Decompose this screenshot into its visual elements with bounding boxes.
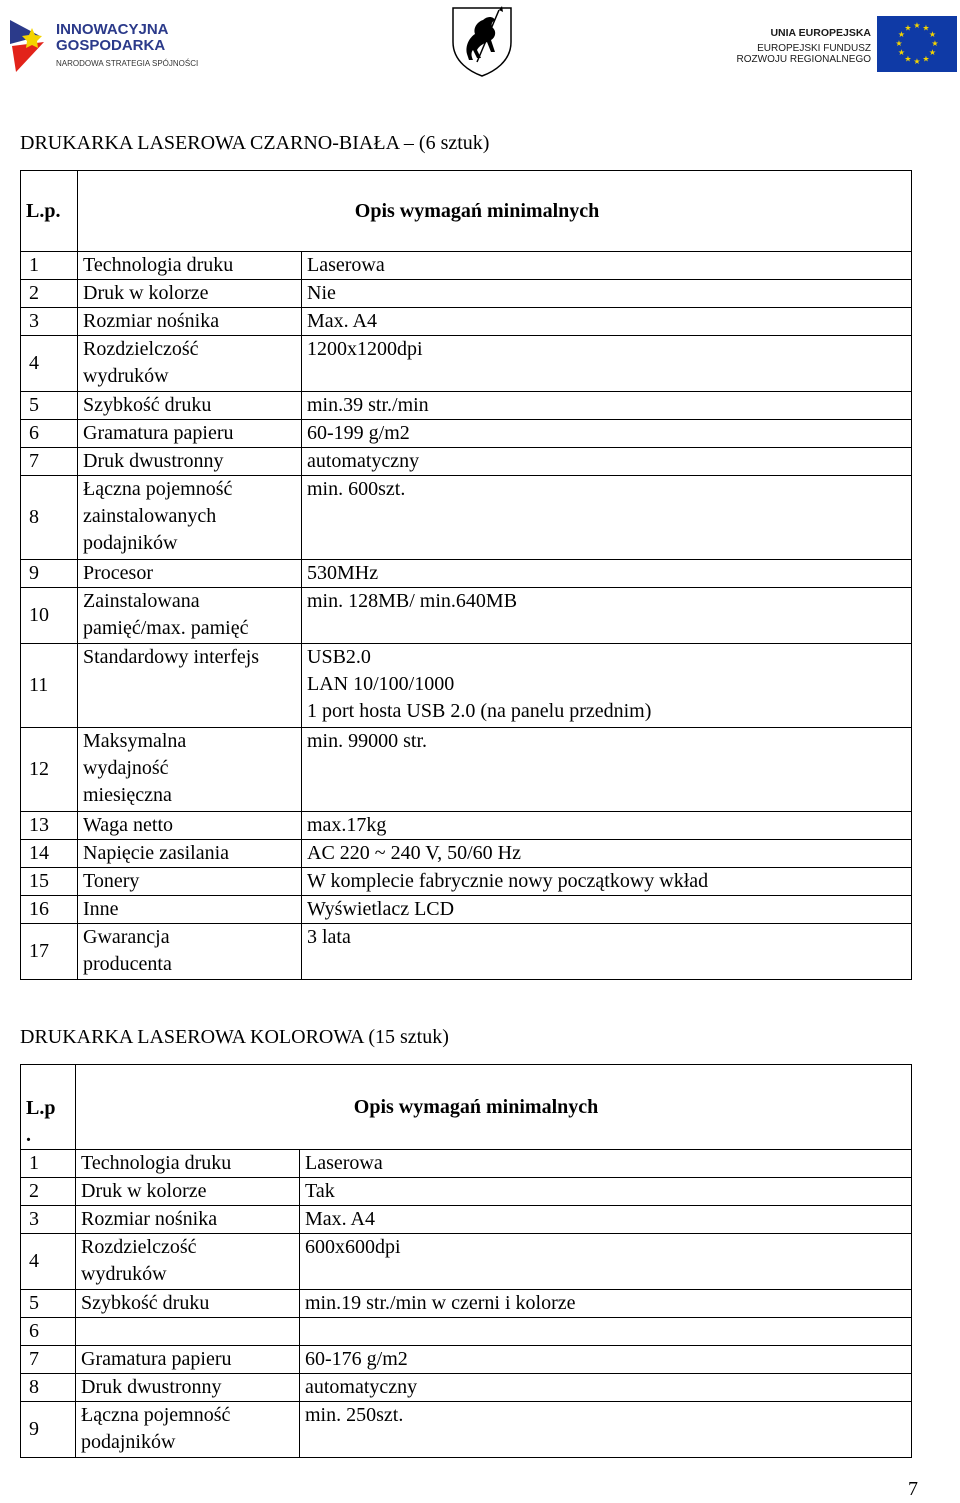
table-row: [21, 1346, 912, 1374]
row-value: 60-176 g/m2: [300, 1346, 912, 1374]
row-value: min. 600szt.: [302, 476, 912, 560]
row-parameter: Szybkość druku: [76, 1290, 300, 1318]
row-parameter: [76, 1318, 300, 1346]
table-row: [21, 280, 912, 308]
row-number: 7: [21, 1346, 76, 1374]
column-header-opis: Opis wymagań minimalnych: [76, 1065, 912, 1150]
row-number: 13: [21, 812, 78, 840]
row-value: Max. A4: [300, 1206, 912, 1234]
svg-text:★: ★: [928, 30, 937, 39]
row-parameter: Technologia druku: [76, 1150, 300, 1178]
table-row: [21, 812, 912, 840]
row-number: 3: [21, 1206, 76, 1234]
row-parameter: Szybkość druku: [78, 392, 302, 420]
row-value: 600x600dpi: [300, 1234, 912, 1290]
section-title-color-printer: DRUKARKA LASEROWA KOLOROWA (15 sztuk): [20, 1026, 449, 1048]
row-value: min.39 str./min: [302, 392, 912, 420]
row-number: 4: [21, 1234, 76, 1290]
table-row: [21, 1178, 912, 1206]
table-row: [21, 1290, 912, 1318]
section-title-bw-printer: DRUKARKA LASEROWA CZARNO-BIAŁA – (6 sztuk): [20, 132, 490, 154]
row-value: 60-199 g/m2: [302, 420, 912, 448]
table-row: [21, 1234, 912, 1290]
page-number: 7: [908, 1478, 918, 1500]
table-row: [21, 840, 912, 868]
row-number: 11: [21, 644, 78, 728]
table-row: [21, 1318, 912, 1346]
row-parameter: Gramatura papieru: [76, 1346, 300, 1374]
row-parameter: Maksymalna wydajność miesięczna: [78, 728, 302, 812]
row-number: 9: [21, 1402, 76, 1458]
row-number: 1: [21, 252, 78, 280]
row-parameter: Rozdzielczość wydruków: [76, 1234, 300, 1290]
table-row: [21, 308, 912, 336]
svg-text:★: ★: [928, 48, 937, 57]
svg-text:★: ★: [931, 39, 939, 48]
table-row: [21, 448, 912, 476]
logo-right-line2: EUROPEJSKI FUNDUSZ: [757, 43, 871, 54]
row-parameter: Zainstalowana pamięć/max. pamięć: [78, 588, 302, 644]
row-value: min. 99000 str.: [302, 728, 912, 812]
svg-text:★: ★: [922, 54, 930, 64]
table-header-row: [21, 171, 912, 252]
row-number: 10: [21, 588, 78, 644]
svg-text:★: ★: [904, 54, 912, 64]
row-value: Laserowa: [300, 1150, 912, 1178]
row-number: 17: [21, 924, 78, 980]
column-header-lp: L.p .: [21, 1065, 76, 1150]
svg-text:★: ★: [895, 39, 903, 48]
table-row: [21, 1150, 912, 1178]
eu-flag-icon: [877, 16, 957, 72]
row-parameter: Łączna pojemność podajników: [76, 1402, 300, 1458]
row-parameter: Inne: [78, 896, 302, 924]
row-parameter: Waga netto: [78, 812, 302, 840]
row-number: 14: [21, 840, 78, 868]
logo-left-line2: GOSPODARKA: [56, 37, 166, 54]
row-parameter: Druk w kolorze: [78, 280, 302, 308]
table-row: [21, 924, 912, 980]
row-number: 9: [21, 560, 78, 588]
page-header: [0, 0, 960, 95]
row-number: 1: [21, 1150, 76, 1178]
row-value: max.17kg: [302, 812, 912, 840]
row-number: 5: [21, 392, 78, 420]
row-number: 6: [21, 1318, 76, 1346]
row-parameter: Gramatura papieru: [78, 420, 302, 448]
spec-table-bw-printer: [20, 170, 912, 980]
eu-erdf-logo: [736, 16, 957, 72]
row-value: 1200x1200dpi: [302, 336, 912, 392]
table-row: [21, 1374, 912, 1402]
table-row: [21, 1402, 912, 1458]
row-parameter: Rozmiar nośnika: [78, 308, 302, 336]
row-value: [300, 1318, 912, 1346]
row-value: Max. A4: [302, 308, 912, 336]
row-value: Wyświetlacz LCD: [302, 896, 912, 924]
row-parameter: Gwarancja producenta: [78, 924, 302, 980]
svg-text:★: ★: [913, 21, 921, 30]
table-row: [21, 588, 912, 644]
logo-right-line1: UNIA EUROPEJSKA: [770, 27, 871, 39]
row-number: 15: [21, 868, 78, 896]
row-number: 8: [21, 1374, 76, 1402]
logo-right-line3: ROZWOJU REGIONALNEGO: [736, 54, 871, 65]
table-row: [21, 560, 912, 588]
table-row: [21, 1206, 912, 1234]
table-row: [21, 252, 912, 280]
row-parameter: Rozdzielczość wydruków: [78, 336, 302, 392]
column-header-opis: Opis wymagań minimalnych: [78, 171, 912, 252]
row-value: automatyczny: [302, 448, 912, 476]
svg-text:★: ★: [913, 57, 921, 66]
table-row: [21, 896, 912, 924]
table-row: [21, 420, 912, 448]
row-parameter: Druk dwustronny: [76, 1374, 300, 1402]
row-value: automatyczny: [300, 1374, 912, 1402]
row-number: 2: [21, 1178, 76, 1206]
row-parameter: Technologia druku: [78, 252, 302, 280]
row-value: 3 lata: [302, 924, 912, 980]
row-value: Laserowa: [302, 252, 912, 280]
row-parameter: Standardowy interfejs: [78, 644, 302, 728]
column-header-lp: L.p.: [21, 171, 78, 252]
row-parameter: Napięcie zasilania: [78, 840, 302, 868]
row-parameter: Łączna pojemność zainstalowanych podajników: [78, 476, 302, 560]
row-value: Tak: [300, 1178, 912, 1206]
svg-text:★: ★: [904, 23, 912, 33]
row-number: 7: [21, 448, 78, 476]
row-number: 3: [21, 308, 78, 336]
row-number: 8: [21, 476, 78, 560]
row-parameter: Tonery: [78, 868, 302, 896]
table-row: [21, 336, 912, 392]
row-value: W komplecie fabrycznie nowy początkowy wkład: [302, 868, 912, 896]
row-value: 530MHz: [302, 560, 912, 588]
svg-text:★: ★: [897, 30, 906, 39]
row-parameter: Procesor: [78, 560, 302, 588]
svg-text:★: ★: [922, 23, 930, 33]
row-value: min. 250szt.: [300, 1402, 912, 1458]
star-swoosh-icon: [6, 14, 52, 78]
spec-table-color-printer: [20, 1064, 912, 1458]
table-row: [21, 728, 912, 812]
logo-left-line3: NARODOWA STRATEGIA SPÓJNOŚCI: [56, 59, 199, 68]
row-number: 6: [21, 420, 78, 448]
logo-left-line1: INNOWACYJNA: [56, 21, 169, 38]
row-number: 16: [21, 896, 78, 924]
row-value: min.19 str./min w czerni i kolorze: [300, 1290, 912, 1318]
row-parameter: Druk w kolorze: [76, 1178, 300, 1206]
table-header-row: [21, 1065, 912, 1150]
row-value: USB2.0 LAN 10/100/1000 1 port hosta USB 2.0 (na panelu przednim): [302, 644, 912, 728]
table-row: [21, 644, 912, 728]
table-row: [21, 476, 912, 560]
innowacyjna-gospodarka-logo: [6, 14, 206, 78]
row-number: 2: [21, 280, 78, 308]
row-parameter: Rozmiar nośnika: [76, 1206, 300, 1234]
table-row: [21, 392, 912, 420]
row-number: 12: [21, 728, 78, 812]
row-value: min. 128MB/ min.640MB: [302, 588, 912, 644]
svg-text:★: ★: [897, 48, 906, 57]
row-value: Nie: [302, 280, 912, 308]
row-number: 5: [21, 1290, 76, 1318]
row-parameter: Druk dwustronny: [78, 448, 302, 476]
row-number: 4: [21, 336, 78, 392]
row-value: AC 220 ~ 240 V, 50/60 Hz: [302, 840, 912, 868]
table-row: [21, 868, 912, 896]
horse-crest-icon: [447, 2, 517, 78]
